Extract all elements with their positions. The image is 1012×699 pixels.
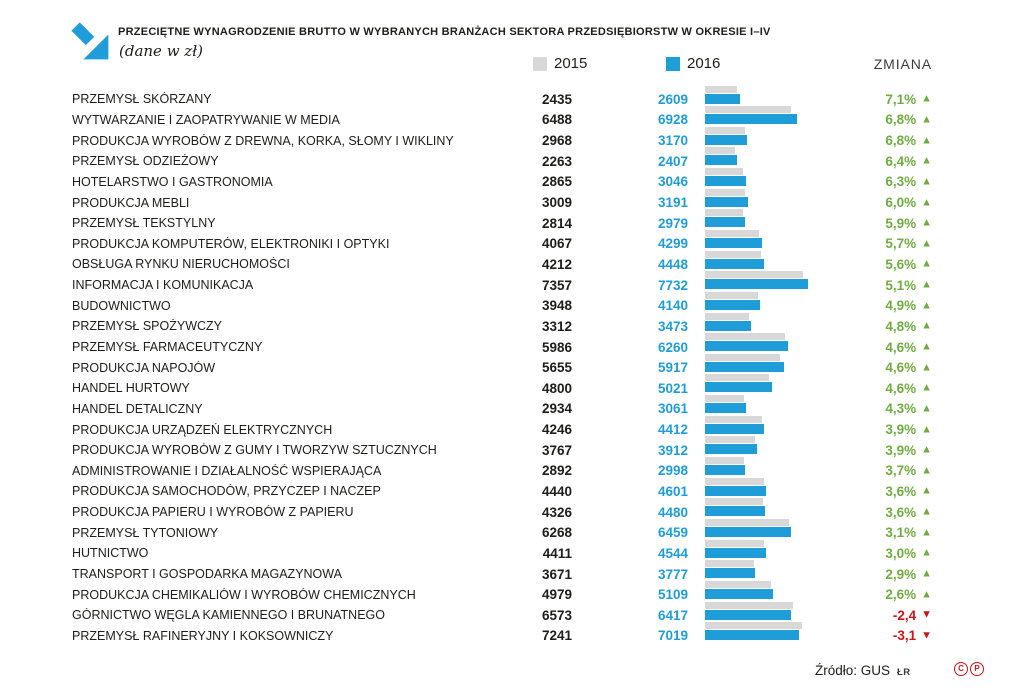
- change-arrow-icon: ▲: [921, 113, 932, 126]
- bar-2016: [705, 527, 791, 537]
- change-arrow-icon: ▲: [921, 237, 932, 250]
- change-arrow-icon: ▲: [921, 216, 932, 229]
- value-2016: 6260: [657, 339, 688, 355]
- change-cell: [817, 525, 932, 540]
- bar-2016: [705, 341, 788, 351]
- table-row: [0, 605, 1012, 626]
- change-value: 4,6%: [885, 380, 917, 396]
- value-2015: 4440: [541, 483, 572, 499]
- value-2016: 3473: [657, 318, 688, 334]
- change-value: 2,6%: [885, 587, 917, 603]
- table-row: [0, 461, 1012, 482]
- industry-label: PRODUKCJA SAMOCHODÓW, PRZYCZEP I NACZEP: [72, 484, 381, 499]
- change-value: 3,6%: [885, 483, 917, 499]
- bar-2016: [705, 610, 791, 620]
- value-2016: 7732: [657, 277, 688, 293]
- change-cell: [817, 401, 932, 416]
- bar-2015: [705, 189, 745, 196]
- value-2015: 3009: [541, 195, 572, 211]
- change-cell: [817, 278, 932, 293]
- industry-label: PRODUKCJA WYROBÓW Z DREWNA, KORKA, SŁOMY I WIKLINY: [72, 133, 454, 148]
- value-2015: 5986: [541, 339, 572, 355]
- table-row: [0, 130, 1012, 151]
- change-arrow-icon: ▲: [921, 546, 932, 559]
- change-arrow-icon: ▲: [921, 381, 932, 394]
- change-cell: [817, 628, 932, 643]
- table-row: [0, 564, 1012, 585]
- value-2015: 3312: [541, 318, 572, 334]
- arrow-down-right-icon: [69, 20, 111, 62]
- change-value: 6,3%: [885, 174, 917, 190]
- change-value: 4,6%: [885, 360, 917, 376]
- change-arrow-icon: ▲: [921, 526, 932, 539]
- change-arrow-icon: ▲: [921, 340, 932, 353]
- change-cell: [817, 298, 932, 313]
- value-2015: 5655: [541, 360, 572, 376]
- change-value: 5,7%: [885, 236, 917, 252]
- change-cell: [817, 505, 932, 520]
- bar-2015: [705, 292, 758, 299]
- value-2016: 7019: [657, 628, 688, 644]
- bar-2015: [705, 209, 743, 216]
- change-cell: [817, 608, 932, 623]
- bar-2015: [705, 416, 762, 423]
- bar-2015: [705, 127, 745, 134]
- industry-label: PRZEMYSŁ RAFINERYJNY I KOKSOWNICZY: [72, 628, 334, 643]
- value-2016: 6417: [657, 607, 688, 623]
- bar-2015: [705, 478, 764, 485]
- value-2015: 7241: [541, 628, 572, 644]
- value-2016: 4412: [657, 422, 688, 438]
- table-row: [0, 337, 1012, 358]
- change-arrow-icon: ▲: [921, 134, 932, 147]
- legend-swatch-2016: [666, 57, 680, 71]
- industry-label: PRODUKCJA NAPOJÓW: [72, 360, 216, 375]
- industry-label: PRODUKCJA CHEMIKALIÓW I WYROBÓW CHEMICZNYCH: [72, 587, 416, 602]
- change-cell: [817, 340, 932, 355]
- bar-2015: [705, 519, 789, 526]
- change-value: 5,1%: [885, 277, 917, 293]
- value-2015: 4212: [541, 256, 572, 272]
- publisher-badges: [954, 662, 984, 676]
- change-cell: [817, 567, 932, 582]
- value-2016: 2609: [657, 91, 688, 107]
- change-value: 7,1%: [885, 91, 917, 107]
- bar-2015: [705, 498, 763, 505]
- bar-2015: [705, 147, 735, 154]
- table-row: [0, 378, 1012, 399]
- value-2015: 2435: [541, 91, 572, 107]
- value-2016: 3046: [657, 174, 688, 190]
- bar-2016: [705, 362, 784, 372]
- bar-2015: [705, 251, 761, 258]
- change-value: 3,9%: [885, 422, 917, 438]
- value-2015: 4800: [541, 380, 572, 396]
- table-row: [0, 192, 1012, 213]
- value-2015: 2934: [541, 401, 572, 417]
- bar-2016: [705, 217, 745, 227]
- legend-item-2015: [533, 55, 587, 72]
- change-arrow-icon: ▲: [921, 319, 932, 332]
- value-2015: 7357: [541, 277, 572, 293]
- change-arrow-icon: ▼: [921, 629, 932, 642]
- bar-2015: [705, 395, 744, 402]
- legend-swatch-2015: [533, 57, 547, 71]
- bar-2016: [705, 403, 746, 413]
- value-2015: 6488: [541, 112, 572, 128]
- bar-2016: [705, 486, 766, 496]
- table-row: [0, 357, 1012, 378]
- industry-label: BUDOWNICTWO: [72, 298, 171, 313]
- credit-label: ŁR: [897, 667, 911, 678]
- industry-label: PRODUKCJA WYROBÓW Z GUMY I TWORZYW SZTUCZNYCH: [72, 443, 437, 458]
- bar-2016: [705, 94, 740, 104]
- change-cell: [817, 133, 932, 148]
- bar-2016: [705, 568, 755, 578]
- change-cell: [817, 422, 932, 437]
- change-arrow-icon: ▲: [921, 423, 932, 436]
- change-value: 3,1%: [885, 525, 917, 541]
- value-2015: 4979: [541, 587, 572, 603]
- bar-2015: [705, 86, 737, 93]
- change-arrow-icon: ▲: [921, 505, 932, 518]
- change-value: 2,9%: [885, 566, 917, 582]
- chart-rows: [0, 89, 1012, 646]
- industry-label: PRZEMYSŁ TYTONIOWY: [72, 525, 219, 540]
- industry-label: PRODUKCJA PAPIERU I WYROBÓW Z PAPIERU: [72, 505, 354, 520]
- value-2016: 6928: [657, 112, 688, 128]
- table-row: [0, 110, 1012, 131]
- change-value: 5,9%: [885, 215, 917, 231]
- bar-2015: [705, 602, 793, 609]
- change-arrow-icon: ▲: [921, 299, 932, 312]
- value-2015: 3767: [541, 442, 572, 458]
- table-row: [0, 89, 1012, 110]
- value-2016: 5917: [657, 360, 688, 376]
- change-value: 4,8%: [885, 318, 917, 334]
- value-2016: 3912: [657, 442, 688, 458]
- value-2015: 6268: [541, 525, 572, 541]
- value-2015: 2865: [541, 174, 572, 190]
- change-cell: [817, 587, 932, 602]
- industry-label: PRZEMYSŁ SPOŻYWCZY: [72, 319, 223, 334]
- bar-2015: [705, 540, 764, 547]
- table-row: [0, 254, 1012, 275]
- bar-2015: [705, 436, 755, 443]
- change-arrow-icon: ▲: [921, 278, 932, 291]
- bar-2016: [705, 155, 737, 165]
- change-arrow-icon: ▲: [921, 567, 932, 580]
- bar-2016: [705, 424, 764, 434]
- change-cell: [817, 484, 932, 499]
- value-2016: 3061: [657, 401, 688, 417]
- legend-label-2016: 2016: [687, 55, 721, 72]
- change-cell: [817, 319, 932, 334]
- bar-2016: [705, 321, 751, 331]
- bar-2016: [705, 630, 799, 640]
- change-arrow-icon: ▲: [921, 257, 932, 270]
- change-arrow-icon: ▲: [921, 154, 932, 167]
- industry-label: INFORMACJA I KOMUNIKACJA: [72, 278, 254, 293]
- value-2015: 4246: [541, 422, 572, 438]
- change-value: 4,6%: [885, 339, 917, 355]
- industry-label: WYTWARZANIE I ZAOPATRYWANIE W MEDIA: [72, 112, 340, 127]
- value-2016: 4601: [657, 483, 688, 499]
- industry-label: PRZEMYSŁ FARMACEUTYCZNY: [72, 340, 263, 354]
- bar-group: [705, 626, 817, 647]
- change-value: 6,4%: [885, 153, 917, 169]
- table-row: [0, 584, 1012, 605]
- change-cell: [817, 195, 932, 210]
- bar-2015: [705, 168, 743, 175]
- change-arrow-icon: ▲: [921, 588, 932, 601]
- value-2016: 2407: [657, 153, 688, 169]
- change-arrow-icon: ▲: [921, 443, 932, 456]
- change-value: 3,7%: [885, 463, 917, 479]
- value-2016: 4448: [657, 256, 688, 272]
- value-2016: 3191: [657, 195, 688, 211]
- bar-2016: [705, 238, 762, 248]
- change-cell: [817, 381, 932, 396]
- source-label: Źródło: GUS: [815, 663, 891, 678]
- value-2016: 6459: [657, 525, 688, 541]
- change-cell: [817, 174, 932, 189]
- legend-item-2016: [666, 55, 720, 72]
- page-subtitle: (dane w zł): [119, 42, 203, 60]
- change-value: 4,9%: [885, 298, 917, 314]
- bar-2016: [705, 259, 764, 269]
- change-value: 3,6%: [885, 504, 917, 520]
- industry-label: HANDEL HURTOWY: [72, 381, 190, 396]
- value-2016: 2998: [657, 463, 688, 479]
- table-row: [0, 233, 1012, 254]
- table-row: [0, 275, 1012, 296]
- industry-label: PRODUKCJA MEBLI: [72, 195, 190, 210]
- bar-2016: [705, 589, 773, 599]
- value-2016: 4544: [657, 545, 688, 561]
- change-arrow-icon: ▲: [921, 464, 932, 477]
- change-arrow-icon: ▲: [921, 196, 932, 209]
- industry-label: PRODUKCJA URZĄDZEŃ ELEKTRYCZNYCH: [72, 422, 333, 437]
- table-row: [0, 316, 1012, 337]
- change-cell: [817, 257, 932, 272]
- industry-label: PRZEMYSŁ SKÓRZANY: [72, 92, 212, 107]
- table-row: [0, 419, 1012, 440]
- table-row: [0, 151, 1012, 172]
- change-value: 6,0%: [885, 195, 917, 211]
- bar-2016: [705, 300, 760, 310]
- bar-2015: [705, 106, 791, 113]
- change-cell: [817, 360, 932, 375]
- change-value: 6,8%: [885, 112, 917, 128]
- value-2015: 2814: [541, 215, 572, 231]
- bar-2015: [705, 313, 749, 320]
- value-2015: 3948: [541, 298, 572, 314]
- value-2015: 6573: [541, 607, 572, 623]
- bar-2016: [705, 176, 746, 186]
- bar-2015: [705, 333, 785, 340]
- change-cell: [817, 92, 932, 107]
- bar-2016: [705, 444, 757, 454]
- table-row: [0, 172, 1012, 193]
- change-arrow-icon: ▲: [921, 402, 932, 415]
- value-2015: 2263: [541, 153, 572, 169]
- change-value: -2,4: [892, 607, 917, 623]
- change-cell: [817, 463, 932, 478]
- change-value: 4,3%: [885, 401, 917, 417]
- table-row: [0, 543, 1012, 564]
- value-2015: 4326: [541, 504, 572, 520]
- bar-2015: [705, 354, 780, 361]
- change-arrow-icon: ▲: [921, 92, 932, 105]
- bar-2016: [705, 382, 772, 392]
- industry-label: PRODUKCJA KOMPUTERÓW, ELEKTRONIKI I OPTYKI: [72, 236, 390, 251]
- change-cell: [817, 443, 932, 458]
- value-2015: 4411: [542, 545, 572, 561]
- industry-label: ADMINISTROWANIE I DZIAŁALNOŚĆ WSPIERAJĄCA: [72, 463, 382, 478]
- change-value: 3,9%: [885, 442, 917, 458]
- industry-label: PRZEMYSŁ ODZIEŻOWY: [72, 154, 219, 169]
- bar-2016: [705, 465, 745, 475]
- industry-label: HUTNICTWO: [72, 546, 149, 561]
- bar-2015: [705, 271, 803, 278]
- industry-label: HANDEL DETALICZNY: [72, 401, 203, 416]
- value-2016: 5109: [657, 587, 688, 603]
- value-2016: 2979: [657, 215, 688, 231]
- value-2015: 3671: [541, 566, 572, 582]
- bar-2016: [705, 135, 747, 145]
- industry-label: GÓRNICTWO WĘGLA KAMIENNEGO I BRUNATNEGO: [72, 608, 385, 623]
- bar-2016: [705, 197, 748, 207]
- change-value: -3,1: [892, 628, 917, 644]
- value-2015: 2968: [541, 133, 572, 149]
- bar-2015: [705, 622, 802, 629]
- change-cell: [817, 154, 932, 169]
- change-cell: [817, 236, 932, 251]
- industry-label: PRZEMYSŁ TEKSTYLNY: [72, 216, 216, 231]
- table-row: [0, 502, 1012, 523]
- change-value: 3,0%: [885, 545, 917, 561]
- page-title: PRZECIĘTNE WYNAGRODZENIE BRUTTO W WYBRANYCH BRANŻACH SEKTORA PRZEDSIĘBIORSTW W OKRESIE I–IV: [118, 26, 771, 38]
- bar-2016: [705, 114, 797, 124]
- bar-2016: [705, 279, 808, 289]
- table-row: [0, 295, 1012, 316]
- change-cell: [817, 112, 932, 127]
- bar-2015: [705, 374, 769, 381]
- change-value: 5,6%: [885, 256, 917, 272]
- value-2016: 3777: [657, 566, 688, 582]
- change-arrow-icon: ▲: [921, 484, 932, 497]
- table-row: [0, 481, 1012, 502]
- bar-2015: [705, 230, 759, 237]
- table-row: [0, 399, 1012, 420]
- legend-label-2015: 2015: [554, 55, 588, 72]
- badge-c-icon: C: [954, 662, 968, 676]
- value-2016: 4299: [657, 236, 688, 252]
- bar-2016: [705, 548, 766, 558]
- value-2016: 5021: [657, 380, 688, 396]
- industry-label: OBSŁUGA RYNKU NIERUCHOMOŚCI: [72, 257, 290, 272]
- value-2016: 4480: [657, 504, 688, 520]
- bar-2015: [705, 560, 754, 567]
- change-cell: [817, 546, 932, 561]
- change-arrow-icon: ▲: [921, 175, 932, 188]
- bar-2015: [705, 457, 744, 464]
- industry-label: TRANSPORT I GOSPODARKA MAGAZYNOWA: [72, 567, 342, 582]
- value-2015: 4067: [541, 236, 572, 252]
- value-2015: 2892: [541, 463, 572, 479]
- industry-label: HOTELARSTWO I GASTRONOMIA: [72, 174, 273, 189]
- bar-2016: [705, 506, 765, 516]
- change-arrow-icon: ▲: [921, 361, 932, 374]
- change-arrow-icon: ▼: [921, 608, 932, 621]
- change-cell: [817, 216, 932, 231]
- table-row: [0, 626, 1012, 647]
- table-row: [0, 522, 1012, 543]
- table-row: [0, 440, 1012, 461]
- table-row: [0, 213, 1012, 234]
- value-2016: 3170: [657, 133, 688, 149]
- bar-2015: [705, 581, 771, 588]
- change-value: 6,8%: [885, 133, 917, 149]
- badge-p-icon: P: [970, 662, 984, 676]
- value-2016: 4140: [657, 298, 688, 314]
- change-column-header: ZMIANA: [873, 56, 932, 72]
